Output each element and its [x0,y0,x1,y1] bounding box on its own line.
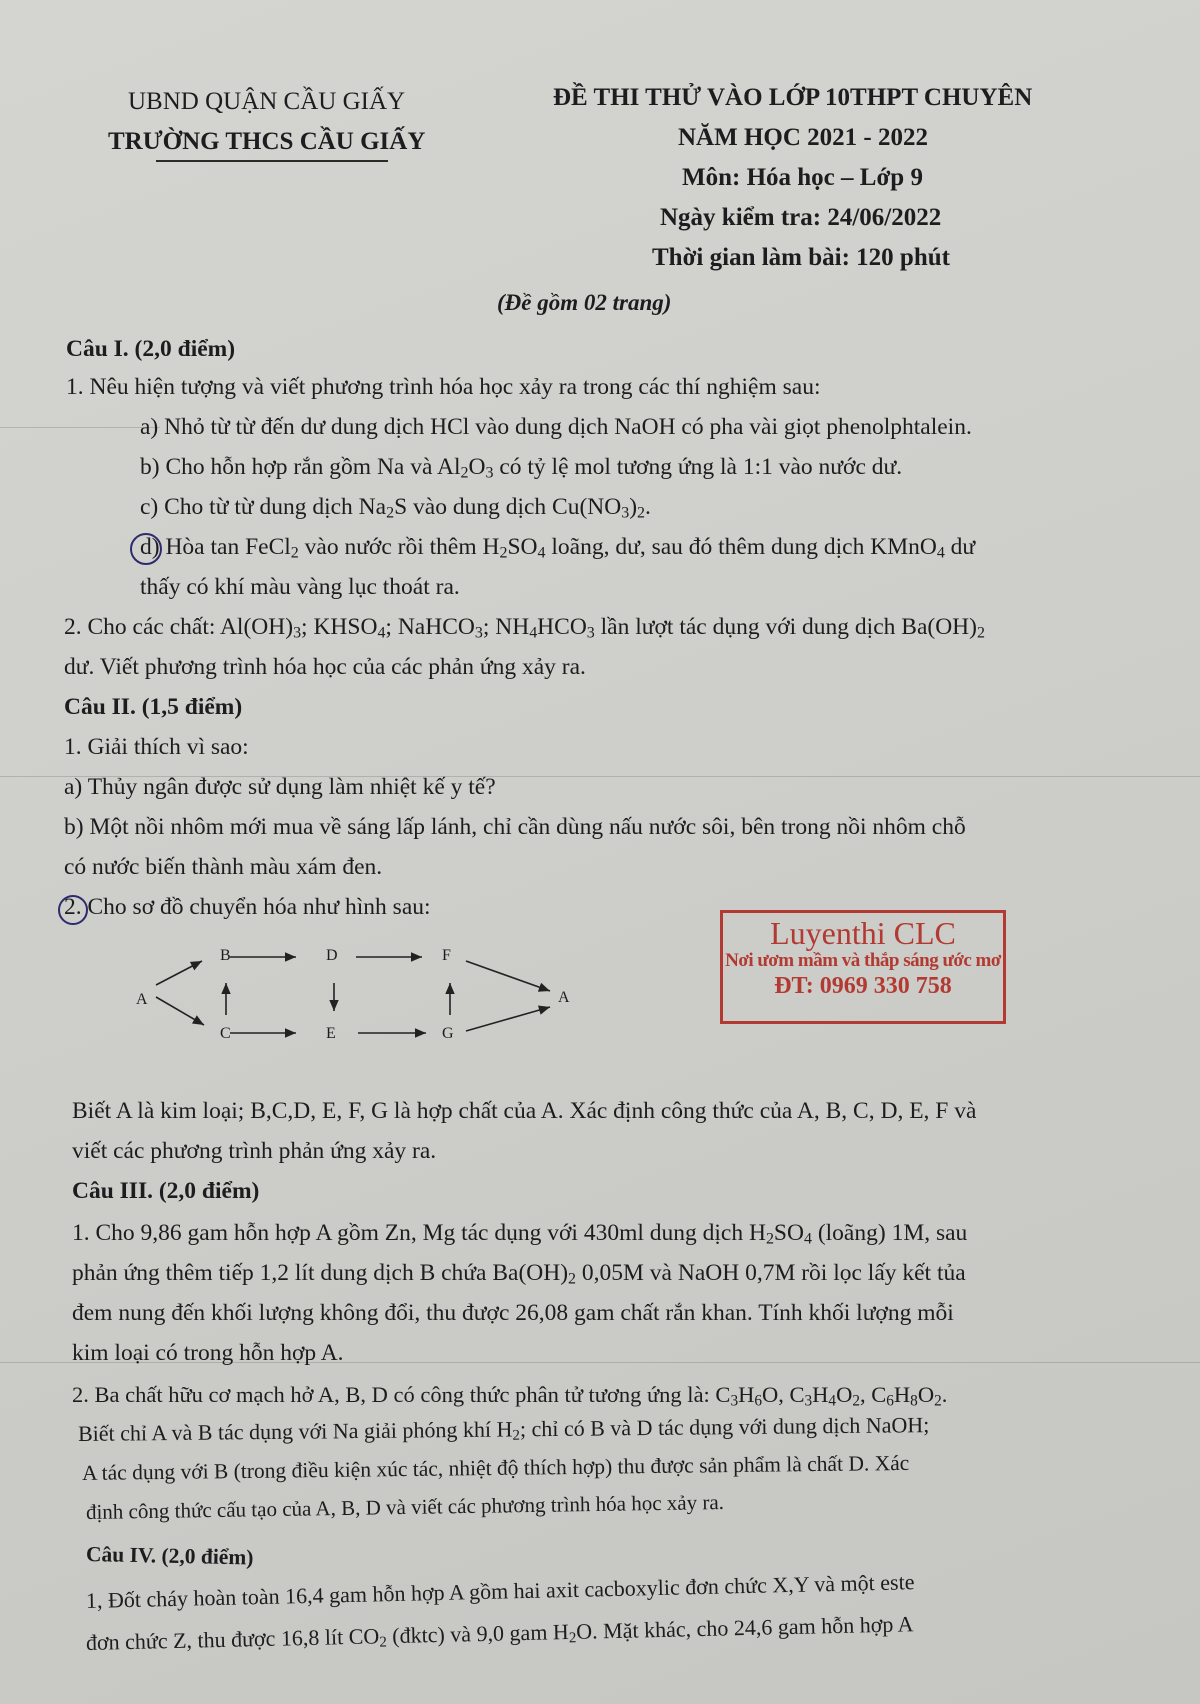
paper-crease [0,427,160,428]
exam-duration: Thời gian làm bài: 120 phút [652,244,950,271]
question-1-title: Câu I. (2,0 điểm) [66,336,236,362]
question-3-1-l3: đem nung đến khối lượng không đổi, thu được 26,08 gam chất rắn khan. Tính khối lượng mỗi [72,1300,954,1326]
school-year: NĂM HỌC 2021 - 2022 [678,124,928,151]
diagram-node-d: D [326,947,338,964]
stamp-phone: ĐT: 0969 330 758 [774,973,952,999]
question-1-2-cont: dư. Viết phương trình hóa học của các phản ứng xảy ra. [64,654,586,680]
school-name: TRƯỜNG THCS CẦU GIẤY [108,128,426,155]
question-2-2: 2. Cho sơ đồ chuyển hóa như hình sau: [64,894,431,920]
question-1-1b: b) Cho hỗn hợp rắn gồm Na và $Al_2O_3$ có tỷ lệ mol tương ứng là 1:1 vào nước dư. [140,454,903,482]
question-4-1-l2: đơn chức Z, thu được 16,8 lít $CO_2$ (đktc) và 9,0 gam $H_2O$. Mặt khác, cho 24,6 gam hỗn hợp A [85,1611,914,1655]
question-2-1b-cont: có nước biến thành màu xám đen. [64,854,383,880]
diagram-node-a-end: A [558,989,570,1006]
diagram-arrows [130,945,590,1055]
question-3-2-l3: A tác dụng với B (trong điều kiện xúc tác, nhiệt độ thích hợp) thu được sản phẩm là chất D. Xác [81,1450,910,1485]
question-2-1b: b) Một nồi nhôm mới mua về sáng lấp lánh, chỉ cần dùng nấu nước sôi, bên trong nồi nhôm chỗ [64,814,966,840]
header-school [108,128,425,156]
question-3-1: 1. Cho 9,86 gam hỗn hợp A gồm Zn, Mg tác dụng với 430ml dung dịch $H_2SO_4$ (loãng) 1M, sau [72,1220,968,1248]
conversion-diagram [130,945,590,1055]
question-1-1: 1. Nêu hiện tượng và viết phương trình hóa học xảy ra trong các thí nghiệm sau: [66,374,821,400]
question-3-1-l2: phản ứng thêm tiếp 1,2 lít dung dịch B chứa $Ba(OH)_2$ 0,05M và NaOH 0,7M rồi lọc lấy kết tủa [72,1260,966,1288]
question-4-1: 1, Đốt cháy hoàn toàn 16,4 gam hỗn hợp A gồm hai axit cacboxylic đơn chức X,Y và một este [85,1569,915,1613]
question-3-title: Câu III. (2,0 điểm) [72,1178,260,1204]
diagram-node-g: G [442,1025,454,1042]
question-3-2-l2: Biết chỉ A và B tác dụng với Na giải phóng khí $H_2$; chỉ có B và D tác dụng với dung dịch NaOH; [77,1412,930,1446]
school-underline [156,160,388,162]
question-1-2: 2. Cho các chất: $Al(OH)_3$; $KHSO_4$; NaHCO$_3$; $NH_4HCO_3$ lần lượt tác dụng với dung dịch $Ba(OH)_2$ [64,614,985,642]
diagram-node-f: F [442,947,451,964]
question-4-title: Câu IV. (2,0 điểm) [85,1542,254,1570]
question-3-1-l4: kim loại có trong hỗn hợp A. [72,1340,344,1366]
question-2-2-desc: Biết A là kim loại; B,C,D, E, F, G là hợp chất của A. Xác định công thức của A, B, C, D, E, F và [72,1098,977,1124]
question-2-title: Câu II. (1,5 điểm) [64,694,243,720]
question-3-2: 2. Ba chất hữu cơ mạch hở A, B, D có công thức phân tử tương ứng là: $C_3H_6O$, $C_3H_4O_2$, $C_6H_8O_2$. [72,1382,948,1410]
question-1-1c: c) Cho từ từ dung dịch $Na_2S$ vào dung dịch $Cu(NO_3)_2$. [140,494,651,522]
question-3-2-l4: định công thức cấu tạo của A, B, D và viết các phương trình hóa học xảy ra. [85,1489,725,1524]
diagram-node-b: B [220,947,231,964]
diagram-node-e: E [326,1025,336,1042]
pages-note: (Đề gồm 02 trang) [497,290,672,315]
question-1-1a: a) Nhỏ từ từ đến dư dung dịch HCl vào dung dịch NaOH có pha vài giọt phenolphtalein. [140,414,972,440]
stamp-brand: Luyenthi CLC [770,915,956,951]
question-1-1d: d) Hòa tan FeCl$_2$ vào nước rồi thêm $H_2SO_4$ loãng, dư, sau đó thêm dung dịch KMnO$_4$ dư [140,534,976,562]
diagram-node-c: C [220,1025,231,1042]
stamp-slogan: Nơi ươm mầm và thắp sáng ước mơ [725,950,1001,971]
exam-date: Ngày kiểm tra: 24/06/2022 [660,204,942,231]
question-2-2-desc-cont: viết các phương trình phản ứng xảy ra. [72,1138,437,1164]
header-district: UBND QUẬN CẦU GIẤY [128,88,406,115]
question-2-1: 1. Giải thích vì sao: [64,734,249,760]
exam-title: ĐỀ THI THỬ VÀO LỚP 10THPT CHUYÊN [553,84,1033,111]
subject: Môn: Hóa học – Lớp 9 [682,164,923,191]
publisher-stamp [720,910,1006,1024]
diagram-node-a: A [136,991,148,1008]
question-2-1a: a) Thủy ngân được sử dụng làm nhiệt kế y tế? [64,774,496,800]
question-1-1d-cont: thấy có khí màu vàng lục thoát ra. [140,574,460,600]
